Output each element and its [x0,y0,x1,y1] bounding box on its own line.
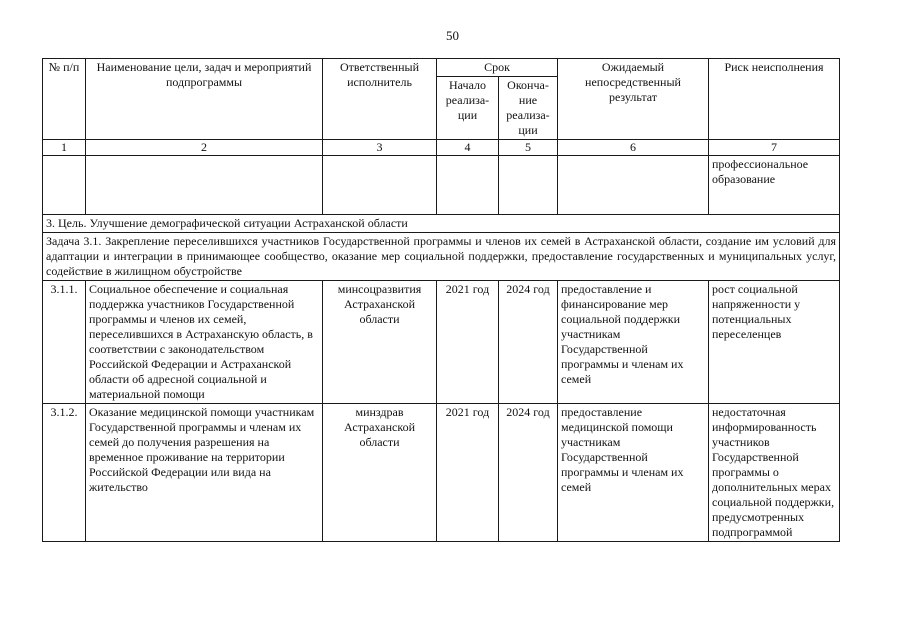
row-name: Социальное обеспечение и социальная поддержка участников Государственной программы и членов их семей, переселившихся в Астраханскую область, в соответствии с законодательством Российской Федерации и Астраханской области об адресной социальной и материальной помощи [86,281,323,404]
row-result: предоставление медицинской помощи участникам Государственной программы и членам их семей [558,404,709,542]
header-result: Ожидаемый непосредственный результат [558,59,709,140]
column-number: 1 [43,140,86,156]
header-num: № п/п [43,59,86,140]
column-number: 7 [709,140,840,156]
header-term: Срок [437,59,558,77]
column-number: 6 [558,140,709,156]
column-number: 4 [437,140,499,156]
row-num: 3.1.2. [43,404,86,542]
row-executor: минздрав Астраханской области [323,404,437,542]
header-risk: Риск неисполнения [709,59,840,140]
column-number: 3 [323,140,437,156]
header-start: Начало реализа- ции [437,77,499,140]
table-row [43,281,840,404]
task-title: Задача 3.1. Закрепление переселившихся участников Государственной программы и членов их семей в Астраханской области, создание им условий для адаптации и интеграции в принимающее сообщество, оказание мер социальной поддержки, предоставление государственных и муниципальных услуг, содействие в жилищном обустройстве [43,233,840,281]
column-numbers-row [43,140,840,156]
row-start: 2021 год [437,404,499,542]
row-num: 3.1.1. [43,281,86,404]
goal-title: 3. Цель. Улучшение демографической ситуации Астраханской области [43,215,840,233]
row-end: 2024 год [499,404,558,542]
row-name: Оказание медицинской помощи участникам Государственной программы и членам их семей до получения разрешения на временное проживание на территории Российской Федерации или вида на жительство [86,404,323,542]
row-start: 2021 год [437,281,499,404]
continuation-row [43,156,840,215]
row-risk: рост социальной напряженности у потенциальных переселенцев [709,281,840,404]
column-number: 5 [499,140,558,156]
row-executor: минсоцразвития Астраханской области [323,281,437,404]
row-risk: недостаточная информированность участников Государственной программы о дополнительных мерах социальной поддержки, предусмотренных подпрограммой [709,404,840,542]
table-row [43,404,840,542]
page-number: 50 [446,28,459,43]
program-table [42,58,840,542]
row-end: 2024 год [499,281,558,404]
table-header-row [43,59,840,77]
goal-row [43,215,840,233]
task-row [43,233,840,281]
row-result: предоставление и финансирование мер социальной поддержки участникам Государственной программы и членам их семей [558,281,709,404]
header-name: Наименование цели, задач и мероприятий подпрограммы [86,59,323,140]
column-number: 2 [86,140,323,156]
header-executor: Ответственный исполнитель [323,59,437,140]
header-end: Оконча- ние реализа- ции [499,77,558,140]
continuation-risk: профессиональное образование [709,156,840,215]
